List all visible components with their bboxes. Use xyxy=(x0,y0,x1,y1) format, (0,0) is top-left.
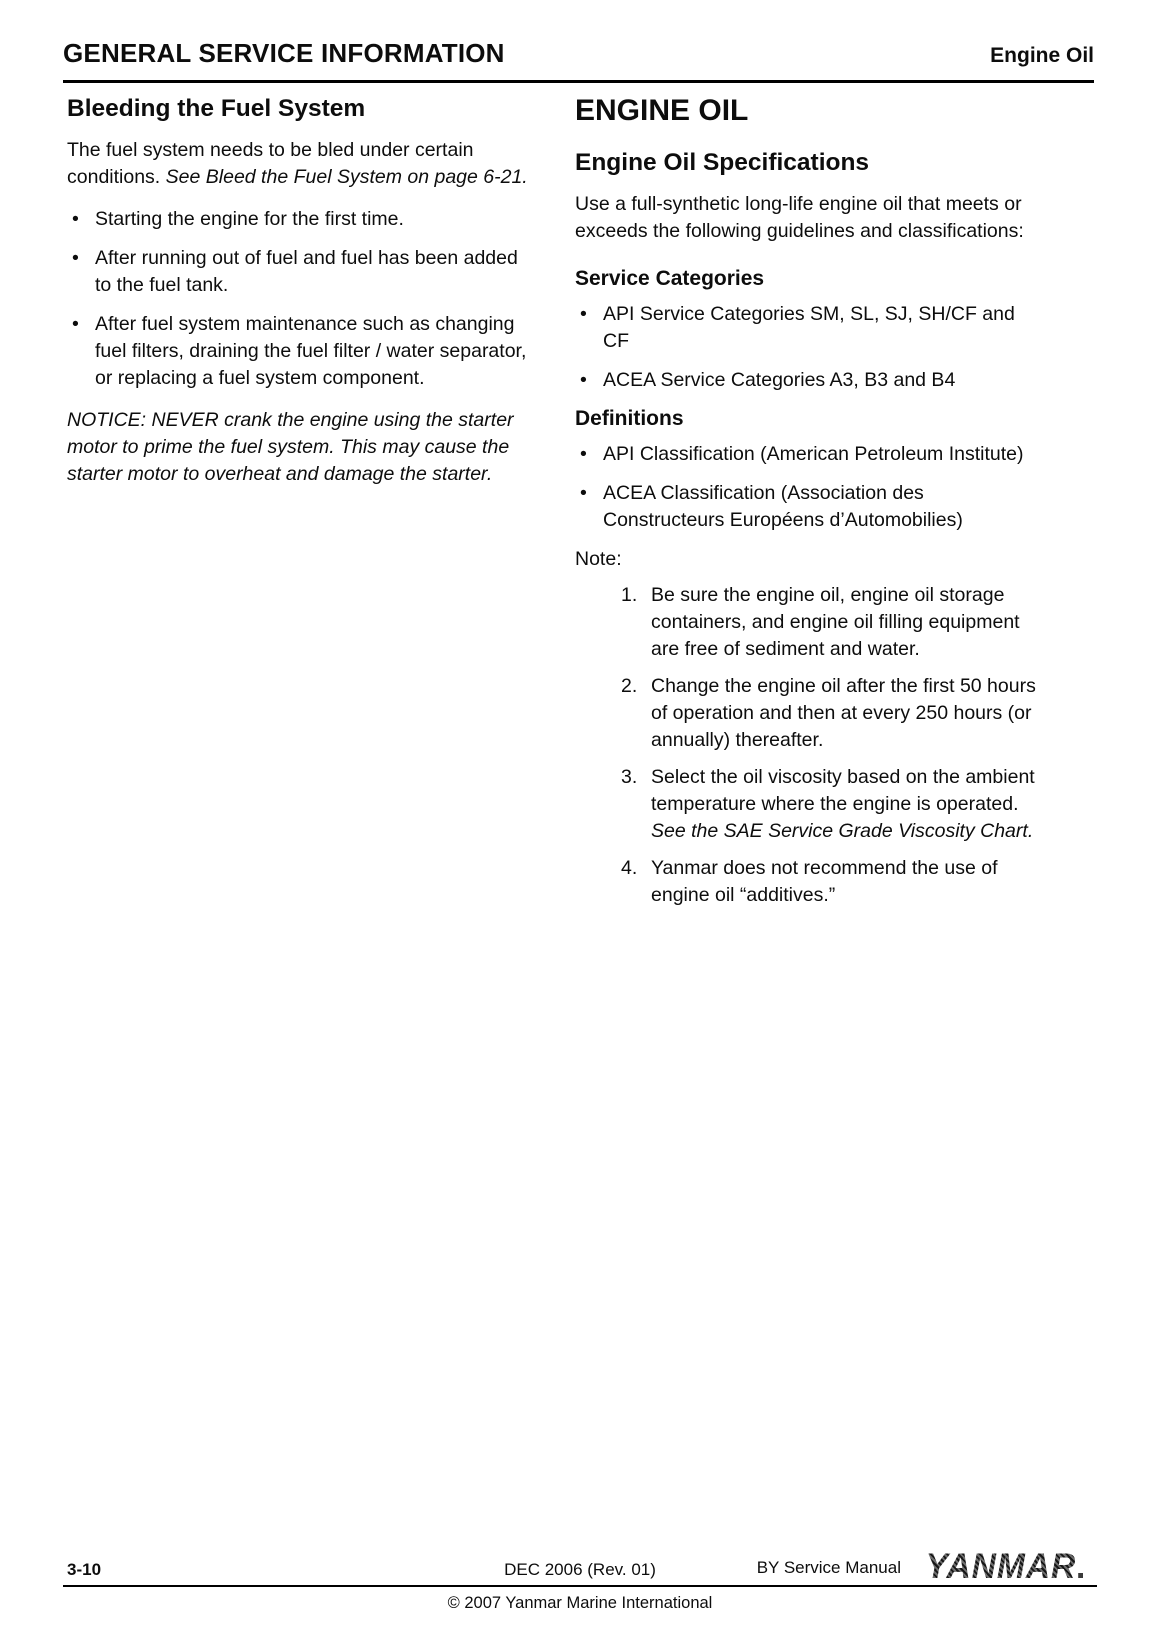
list-item: • API Classification (American Petroleum Institute) xyxy=(575,441,1041,468)
note-item-text: Be sure the engine oil, engine oil storage containers, and engine oil filling equipment are free of sediment and water. xyxy=(651,584,1020,660)
header-section-label: Engine Oil xyxy=(990,44,1094,67)
note-item-number: 3. xyxy=(621,766,638,788)
note-item-text: Change the engine oil after the first 50 hours of operation and then at every 250 hours (or annually) thereafter. xyxy=(651,675,1036,751)
list-item: • Starting the engine for the first time. xyxy=(67,206,539,233)
registered-mark-dot xyxy=(1078,1573,1083,1578)
note-item xyxy=(621,855,1041,909)
left-column xyxy=(67,94,539,508)
page-header xyxy=(63,38,1094,83)
list-item: • ACEA Classification (Association des Constructeurs Européens d’Automobilies) xyxy=(575,480,1041,534)
list-item: • After fuel system maintenance such as changing fuel filters, draining the fuel filter / water separator, or replacing a fuel system component. xyxy=(67,311,539,392)
bleeding-bullet-list xyxy=(67,206,539,392)
manual-label: BY Service Manual xyxy=(756,1558,901,1577)
footer-right-group xyxy=(756,1547,1083,1586)
note-numbered-list xyxy=(621,582,1041,909)
definitions-list xyxy=(575,441,1041,534)
footer-divider xyxy=(63,1585,1097,1587)
bleeding-intro-paragraph xyxy=(67,137,539,191)
list-item: • After running out of fuel and fuel has been added to the fuel tank. xyxy=(67,245,539,299)
list-item: • ACEA Service Categories A3, B3 and B4 xyxy=(575,367,1041,394)
engine-oil-intro-paragraph: Use a full-synthetic long-life engine oil that meets or exceeds the following guidelines and classifications: xyxy=(575,193,1024,242)
list-item: • API Service Categories SM, SL, SJ, SH/CF and CF xyxy=(575,301,1041,355)
note-item-text: Yanmar does not recommend the use of engine oil “additives.” xyxy=(651,857,998,906)
note-item xyxy=(621,582,1041,663)
page-footer xyxy=(63,1540,1097,1584)
note-item-number: 2. xyxy=(621,675,638,697)
heading-service-categories: Service Categories xyxy=(575,267,765,290)
heading-bleeding-fuel-system: Bleeding the Fuel System xyxy=(67,95,366,122)
page-number: 3-10 xyxy=(67,1560,102,1579)
note-item-number: 1. xyxy=(621,584,638,606)
right-column xyxy=(575,94,1041,919)
note-item xyxy=(621,764,1041,845)
note-item-number: 4. xyxy=(621,857,638,879)
revision-label: DEC 2006 (Rev. 01) xyxy=(504,1560,656,1579)
note-label: Note: xyxy=(575,548,622,570)
note-item xyxy=(621,673,1041,754)
bleeding-intro-cross-reference: See Bleed the Fuel System on page 6-21. xyxy=(165,166,528,188)
notice-paragraph: NOTICE: NEVER crank the engine using the starter motor to prime the fuel system. This may cause the starter motor to overheat and damage the starter. xyxy=(67,409,514,485)
heading-definitions: Definitions xyxy=(575,407,684,430)
heading-engine-oil: ENGINE OIL xyxy=(575,94,749,127)
bleeding-intro-normal: The fuel system needs to be bled under certain conditions. xyxy=(67,139,474,188)
copyright-line: © 2007 Yanmar Marine International xyxy=(447,1594,713,1612)
service-categories-list xyxy=(575,301,1041,394)
note-item-text: Select the oil viscosity based on the ambient temperature where the engine is operated. See the SAE Service Grade Viscosity Chart. xyxy=(651,766,1035,842)
yanmar-logo: YANMAR xyxy=(926,1550,1083,1584)
heading-engine-oil-specifications: Engine Oil Specifications xyxy=(575,149,870,176)
header-title: GENERAL SERVICE INFORMATION xyxy=(63,38,505,68)
